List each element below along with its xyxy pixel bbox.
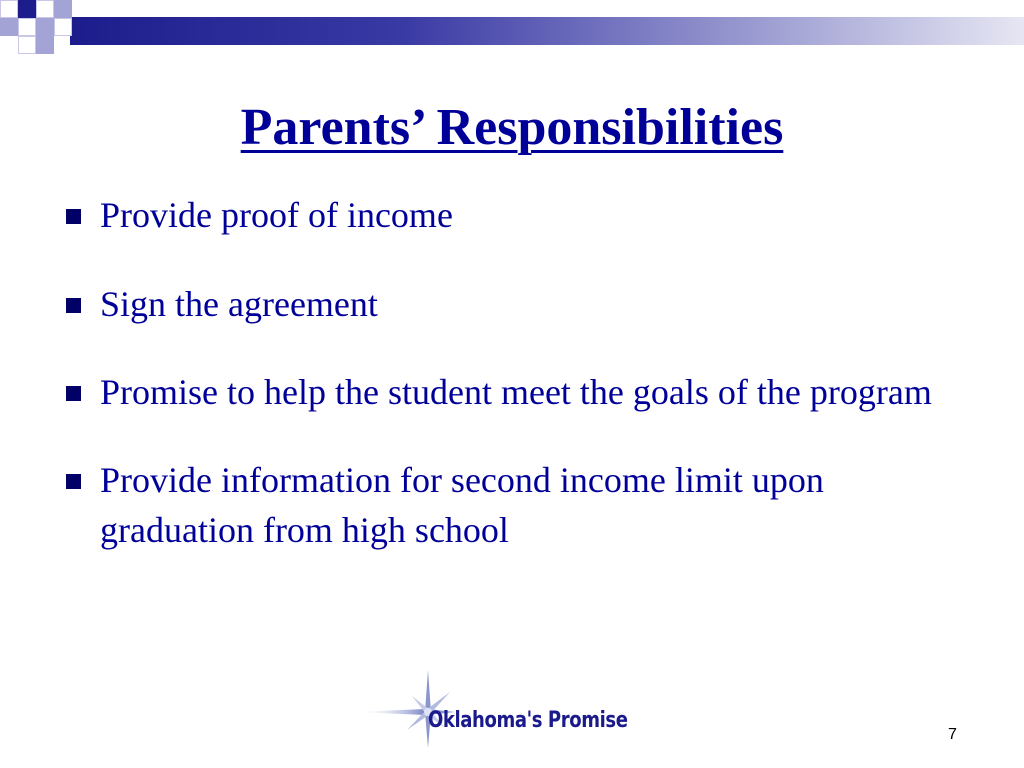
header-square-decoration xyxy=(18,36,36,54)
bullet-text: Provide proof of income xyxy=(100,195,453,235)
header-square-decoration xyxy=(0,0,18,18)
slide-title xyxy=(0,96,1024,160)
bullet-text: Provide information for second income limit upon graduation from high school xyxy=(100,460,824,550)
slide-title-text: Parents’ Responsibilities xyxy=(240,99,784,156)
header-square-decoration xyxy=(0,18,18,36)
square-bullet-icon xyxy=(66,209,81,224)
logo-text: Oklahoma's Promise xyxy=(428,708,628,733)
bullet-list xyxy=(63,190,963,555)
header-square-decoration xyxy=(18,0,36,18)
square-bullet-icon xyxy=(66,298,81,313)
square-bullet-icon xyxy=(66,474,81,489)
bullet-text: Sign the agreement xyxy=(100,284,378,324)
header-square-decoration xyxy=(18,18,36,36)
header-gradient-bar xyxy=(70,17,1024,45)
header-square-decoration xyxy=(36,18,54,36)
bullet-item xyxy=(63,455,963,555)
bullet-item xyxy=(63,367,963,417)
header-square-decoration xyxy=(36,36,54,54)
bullet-item xyxy=(63,279,963,329)
header-square-decoration xyxy=(54,18,72,36)
square-bullet-icon xyxy=(66,386,81,401)
page-number: 7 xyxy=(948,726,957,743)
header-square-decoration xyxy=(54,0,72,18)
bullet-text: Promise to help the student meet the goals of the program xyxy=(100,372,932,412)
header-square-decoration xyxy=(36,0,54,18)
bullet-item xyxy=(63,190,963,240)
